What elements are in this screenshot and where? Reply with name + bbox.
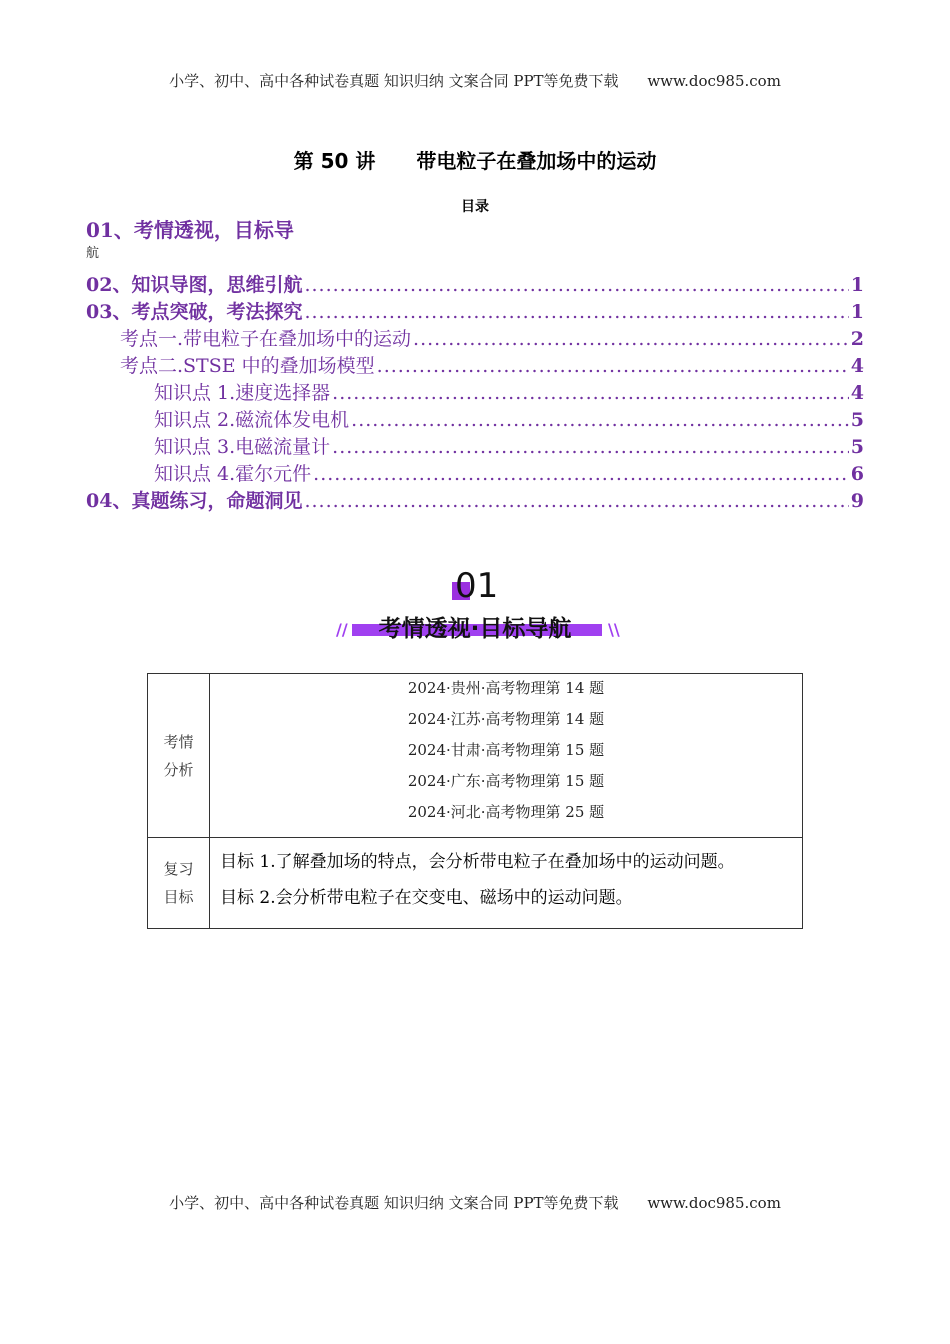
page-footer: [0, 1192, 950, 1213]
analysis-label-line1: 考情: [163, 732, 194, 751]
page-title: [0, 145, 950, 174]
analysis-entry: 2024·河北·高考物理第 25 题: [407, 803, 605, 821]
table-row: [148, 674, 803, 838]
analysis-label-line2: 分析: [163, 760, 194, 779]
toc-item-knowledge-1[interactable]: [154, 378, 864, 404]
toc-page-number: 1: [850, 274, 864, 296]
lecture-number: 第 50 讲: [293, 149, 376, 173]
toc-page-number: 6: [850, 463, 864, 485]
slash-decoration-left: //: [336, 620, 348, 639]
section-number: 01: [455, 566, 499, 606]
toc-item-02[interactable]: [86, 270, 864, 296]
toc-item-label: 03、考点突破，考法探究: [86, 301, 303, 323]
toc-item-label: 04、真题练习，命题洞见: [86, 490, 303, 512]
section-banner: [0, 566, 950, 646]
header-site-link[interactable]: www.doc985.com: [647, 72, 781, 90]
analysis-label-cell: [148, 674, 210, 838]
header-text: 小学、初中、高中各种试卷真题 知识归纳 文案合同 PPT等免费下载: [169, 72, 619, 90]
footer-site-link[interactable]: www.doc985.com: [647, 1194, 781, 1212]
toc-item-04[interactable]: [86, 486, 864, 512]
toc-item-knowledge-2[interactable]: [154, 405, 864, 431]
toc-leader: [413, 328, 849, 350]
toc-item-01-wrap: 航: [86, 246, 100, 261]
toc-leader: [377, 355, 849, 377]
toc-leader: [304, 490, 848, 512]
analysis-entry: 2024·江苏·高考物理第 14 题: [407, 710, 605, 728]
goal-label-line2: 目标: [163, 888, 194, 906]
toc-item-label: 知识点 1.速度选择器: [154, 382, 331, 404]
toc-item-knowledge-4[interactable]: [154, 459, 864, 485]
analysis-entry: 2024·贵州·高考物理第 14 题: [407, 679, 605, 697]
exam-analysis-table: [147, 673, 803, 929]
toc-page-number: 2: [850, 328, 864, 350]
toc-leader: [332, 436, 849, 458]
goals-cell: [210, 838, 803, 929]
toc-page-number: 1: [850, 301, 864, 323]
section-title: 考情透视·目标导航: [378, 616, 572, 642]
toc-heading: 目录: [461, 199, 489, 215]
toc-item-label: 知识点 2.磁流体发电机: [154, 409, 350, 431]
lecture-topic: 带电粒子在叠加场中的运动: [416, 149, 657, 173]
toc-item-label: 02、知识导图，思维引航: [86, 274, 303, 296]
toc-page-number: 4: [850, 355, 864, 377]
toc-item-knowledge-3[interactable]: [154, 432, 864, 458]
goal-entry: 目标 1.了解叠加场的特点，会分析带电粒子在叠加场中的运动问题。: [220, 852, 735, 872]
toc-item-label: 考点一.带电粒子在叠加场中的运动: [120, 328, 412, 350]
analysis-entry: 2024·甘肃·高考物理第 15 题: [407, 741, 605, 759]
toc-item-01[interactable]: 01、考情透视，目标导: [86, 218, 294, 242]
toc-leader: [351, 409, 849, 431]
goal-label-cell: [148, 838, 210, 929]
analysis-cell: [210, 674, 803, 838]
toc-leader: [304, 301, 848, 323]
toc-item-label: 知识点 3.电磁流量计: [154, 436, 331, 458]
toc-leader: [332, 382, 849, 404]
toc-item-point-1[interactable]: [120, 324, 864, 350]
toc-leader: [304, 274, 848, 296]
toc-item-label: 考点二.STSE 中的叠加场模型: [120, 355, 375, 377]
slash-decoration-right: \\: [608, 620, 620, 639]
toc-page-number: 5: [850, 409, 864, 431]
page-header: [0, 70, 950, 91]
toc-page-number: 9: [850, 490, 864, 512]
toc-page-number: 4: [850, 382, 864, 404]
toc-item-point-2[interactable]: [120, 351, 864, 377]
goal-label-line1: 复习: [163, 860, 194, 878]
footer-text: 小学、初中、高中各种试卷真题 知识归纳 文案合同 PPT等免费下载: [169, 1194, 619, 1212]
toc-leader: [313, 463, 849, 485]
toc-item-03[interactable]: [86, 297, 864, 323]
goal-entry: 目标 2.会分析带电粒子在交变电、磁场中的运动问题。: [220, 888, 633, 908]
table-row: [148, 838, 803, 929]
toc-page-number: 5: [850, 436, 864, 458]
analysis-entry: 2024·广东·高考物理第 15 题: [407, 772, 605, 790]
toc-item-label: 知识点 4.霍尔元件: [154, 463, 312, 485]
